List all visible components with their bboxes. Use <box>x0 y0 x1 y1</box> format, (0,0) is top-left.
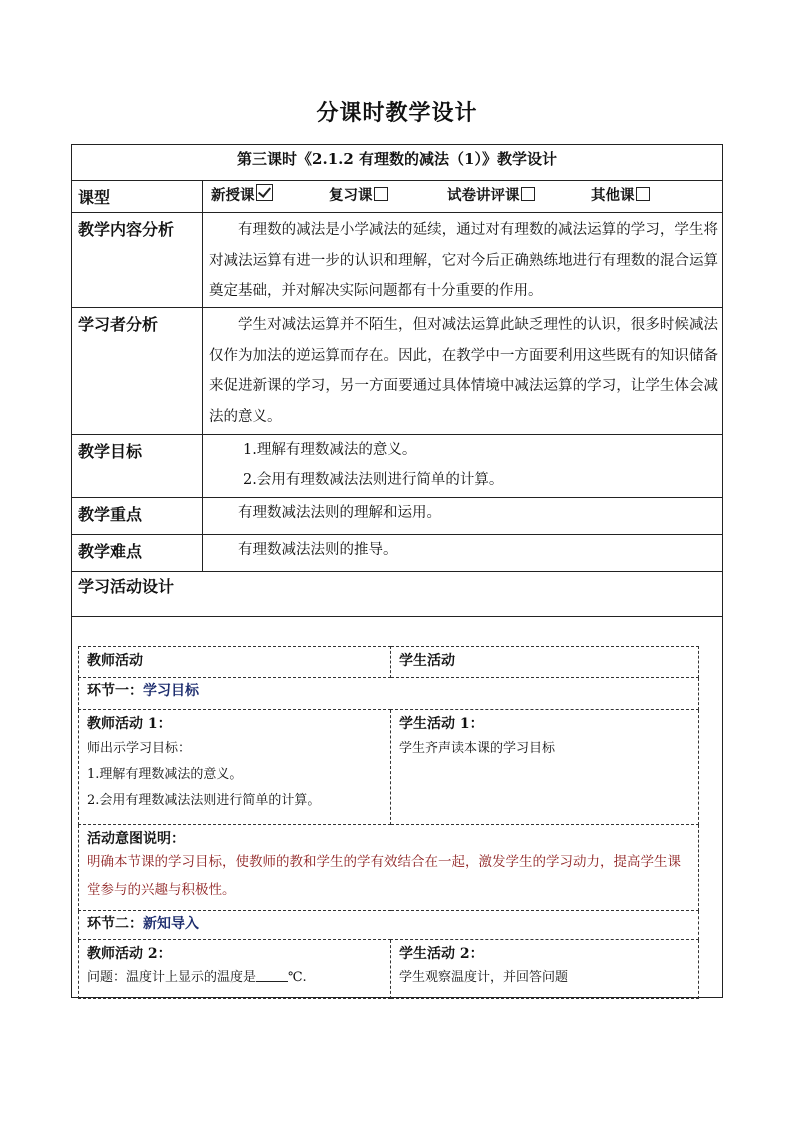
teacher-activity-2-question: 问题：温度计上显示的温度是 ℃. <box>87 970 307 985</box>
student-activity-1-text: 学生齐声读本课的学习目标 <box>399 741 556 756</box>
student-activity-1 <box>391 710 699 825</box>
activity-intent-text: 明确本节课的学习目标，使教师的教和学生的学有效结合在一起，激发学生的学习动力，提高学生课堂参与的兴趣与积极性。 <box>87 854 681 898</box>
student-activity-1-title: 学生活动 1： <box>399 716 484 732</box>
lesson-title: 第三课时《2.1.2 有理数的减法（1）》教学设计 <box>72 145 723 181</box>
student-activity-2-title: 学生活动 2： <box>399 946 484 962</box>
teacher-activity-1-line: 1.理解有理数减法的意义。 <box>87 767 243 782</box>
objective-item: 2.会用有理数减法法则进行简单的计算。 <box>243 472 504 488</box>
step-two-heading: 环节二：新知导入 <box>79 911 699 940</box>
activity-table <box>78 646 699 999</box>
step-one-heading: 环节一：学习目标 <box>79 678 699 710</box>
key-points-label: 教学重点 <box>72 498 203 535</box>
checkbox-icon[interactable] <box>636 187 650 201</box>
student-activity-2-text: 学生观察温度计，并回答问题 <box>399 970 569 985</box>
content-analysis-label: 教学内容分析 <box>72 213 203 308</box>
learner-analysis-text: 学生对减法运算并不陌生，但对减法运算此缺乏理性的认识，很多时候减法仅作为加法的逆运算而存在。因此，在教学中一方面要利用这些既有的知识储备来促进新课的学习，另一方面要通过具体情境中减法运算的学习，让学生体会减法的意义。 <box>203 308 723 435</box>
teacher-activity-2-title: 教师活动 2： <box>87 946 172 962</box>
difficulties-label: 教学难点 <box>72 535 203 572</box>
teacher-activity-1-line: 2.会用有理数减法法则进行简单的计算。 <box>87 793 321 808</box>
learner-analysis-label: 学习者分析 <box>72 308 203 435</box>
objectives-list <box>203 435 723 498</box>
answer-blank[interactable] <box>256 969 288 982</box>
activity-intent <box>79 825 699 911</box>
course-type-options <box>203 181 723 213</box>
option-exam-review-lesson[interactable]: 试卷讲评课 <box>447 184 591 205</box>
option-review-lesson[interactable]: 复习课 <box>329 184 447 205</box>
teacher-activity-2 <box>79 940 391 999</box>
student-activity-2 <box>391 940 699 999</box>
course-type-label: 课型 <box>72 181 203 213</box>
content-analysis-text: 有理数的减法是小学减法的延续，通过对有理数的减法运算的学习，学生将对减法运算有进一步的认识和理解，它对今后正确熟练地进行有理数的混合运算奠定基础，并对解决实际问题都有十分重要的作用。 <box>203 213 723 308</box>
teacher-activity-1-title: 教师活动 1： <box>87 716 172 732</box>
difficulties-text: 有理数减法法则的推导。 <box>203 535 723 572</box>
checked-box-icon[interactable] <box>256 184 273 201</box>
objectives-label: 教学目标 <box>72 435 203 498</box>
checkbox-icon[interactable] <box>521 187 535 201</box>
student-activity-header: 学生活动 <box>391 647 699 678</box>
teacher-activity-header: 教师活动 <box>79 647 391 678</box>
teacher-activity-1 <box>79 710 391 825</box>
objective-item: 1.理解有理数减法的意义。 <box>243 442 417 458</box>
option-other-lesson[interactable]: 其他课 <box>591 184 650 205</box>
teacher-activity-1-line: 师出示学习目标： <box>87 741 192 756</box>
checkbox-icon[interactable] <box>374 187 388 201</box>
activity-design-label: 学习活动设计 <box>72 572 723 617</box>
document-title: 分课时教学设计 <box>316 100 478 126</box>
option-new-lesson[interactable]: 新授课 <box>211 184 329 205</box>
activity-intent-title: 活动意图说明： <box>87 831 185 847</box>
key-points-text: 有理数减法法则的理解和运用。 <box>203 498 723 535</box>
